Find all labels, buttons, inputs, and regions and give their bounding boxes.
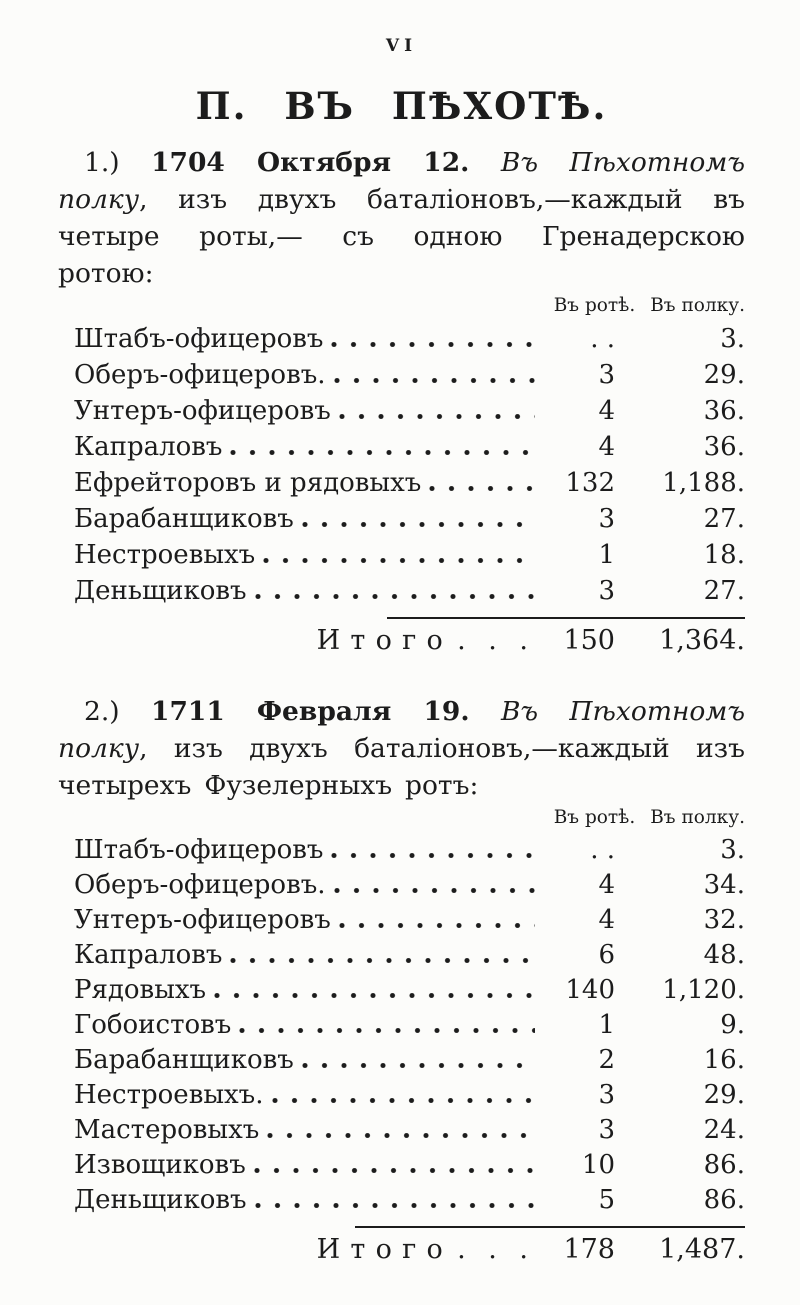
rank-label: Барабанщиковъ xyxy=(74,504,294,534)
rank-label: Капраловъ xyxy=(74,940,223,970)
per-company-value: . . xyxy=(590,324,615,354)
per-company-value: 4 xyxy=(598,905,615,935)
table-row xyxy=(58,938,745,973)
dot-leader xyxy=(267,1133,535,1138)
column-header-per-regiment: Въ полку. xyxy=(650,295,745,316)
column-header-per-company: Въ ротѣ. xyxy=(553,807,636,828)
dot-leader xyxy=(429,486,535,491)
table-column-headers xyxy=(58,295,745,316)
dot-leader xyxy=(334,378,535,383)
per-company-value: 10 xyxy=(581,1150,615,1180)
per-company-value: 6 xyxy=(598,940,615,970)
page-title: П. ВЪ ПѢХОТѢ. xyxy=(195,84,608,128)
per-regiment-value: 1,188. xyxy=(662,468,745,498)
total-dots: . . . xyxy=(457,1234,535,1265)
dot-leader xyxy=(230,958,535,963)
per-regiment-value: 18. xyxy=(703,540,745,570)
table-column-headers xyxy=(58,807,745,828)
per-regiment-value: 36. xyxy=(703,396,745,426)
entry-index: 1.) xyxy=(84,147,120,178)
per-company-value: 140 xyxy=(565,975,615,1005)
total-row xyxy=(58,1228,745,1272)
table-row xyxy=(58,573,745,609)
entry-text: , изъ двухъ баталіоновъ,—каждый въ четыре роты,— съ одною Гренадерскою ротою: xyxy=(58,184,745,289)
per-regiment-value: 27. xyxy=(703,576,745,606)
dot-leader xyxy=(302,1063,535,1068)
table-row xyxy=(58,1043,745,1078)
table-row xyxy=(58,465,745,501)
total-per-regiment: 1,487. xyxy=(659,1234,745,1265)
table-row xyxy=(58,429,745,465)
entry-index: 2.) xyxy=(84,696,120,727)
dot-leader xyxy=(255,594,535,599)
dot-leader xyxy=(239,1028,535,1033)
dot-leader xyxy=(255,1203,535,1208)
per-regiment-value: 36. xyxy=(703,432,745,462)
per-regiment-value: 3. xyxy=(720,835,745,865)
table-row xyxy=(58,903,745,938)
table-row xyxy=(58,1148,745,1183)
per-company-value: . . xyxy=(590,835,615,865)
table-row xyxy=(58,501,745,537)
dot-leader xyxy=(334,888,535,893)
per-company-value: 3 xyxy=(598,576,615,606)
per-company-value: 5 xyxy=(598,1185,615,1215)
rank-label: Барабанщиковъ xyxy=(74,1045,294,1075)
section-entry-1 xyxy=(58,144,745,663)
rank-label: Оберъ-офицеровъ. xyxy=(74,360,326,390)
entry-subject: Въ Пѣхотномъ полку xyxy=(58,147,745,215)
per-company-value: 132 xyxy=(565,468,615,498)
per-company-value: 3 xyxy=(598,504,615,534)
total-per-company: 150 xyxy=(563,625,615,656)
section-intro xyxy=(58,693,745,804)
dot-leader xyxy=(331,853,535,858)
total-row xyxy=(58,619,745,663)
per-company-value: 3 xyxy=(598,1115,615,1145)
per-regiment-value: 29. xyxy=(703,360,745,390)
dot-leader xyxy=(230,450,535,455)
rank-label: Оберъ-офицеровъ. xyxy=(74,870,326,900)
rank-label: Рядовыхъ xyxy=(74,975,207,1005)
per-regiment-value: 16. xyxy=(703,1045,745,1075)
total-per-regiment: 1,364. xyxy=(659,625,745,656)
dot-leader xyxy=(214,993,535,998)
rank-label: Унтеръ-офицеровъ xyxy=(74,905,331,935)
rank-label: Деньщиковъ xyxy=(74,576,247,606)
rank-label: Штабъ-офицеровъ xyxy=(74,324,324,354)
table-row xyxy=(58,973,745,1008)
table-row xyxy=(58,868,745,903)
entry-subject: Въ Пѣхотномъ полку xyxy=(58,696,745,764)
rank-label: Штабъ-офицеровъ xyxy=(74,835,324,865)
table-row xyxy=(58,833,745,868)
page-number: VI xyxy=(385,36,418,56)
per-company-value: 4 xyxy=(598,870,615,900)
rank-label: Нестроевыхъ. xyxy=(74,1080,264,1110)
section-intro xyxy=(58,144,745,292)
rank-label: Извощиковъ xyxy=(74,1150,246,1180)
table-row xyxy=(58,321,745,357)
per-company-value: 3 xyxy=(598,360,615,390)
table-row xyxy=(58,537,745,573)
per-company-value: 4 xyxy=(598,396,615,426)
rank-label: Нестроевыхъ xyxy=(74,540,256,570)
total-label: Итого xyxy=(316,625,454,656)
per-regiment-value: 27. xyxy=(703,504,745,534)
strength-table xyxy=(58,321,745,609)
table-row xyxy=(58,1008,745,1043)
dot-leader xyxy=(272,1098,536,1103)
dot-leader xyxy=(339,923,535,928)
per-regiment-value: 9. xyxy=(720,1010,745,1040)
per-company-value: 1 xyxy=(598,1010,615,1040)
total-dots: . . . xyxy=(457,625,535,656)
rank-label: Деньщиковъ xyxy=(74,1185,247,1215)
per-regiment-value: 86. xyxy=(703,1185,745,1215)
table-row xyxy=(58,1078,745,1113)
column-header-per-company: Въ ротѣ. xyxy=(553,295,636,316)
column-header-per-regiment: Въ полку. xyxy=(650,807,745,828)
rank-label: Унтеръ-офицеровъ xyxy=(74,396,331,426)
table-row xyxy=(58,1183,745,1218)
entry-text: , изъ двухъ баталіоновъ,—каждый изъ четырехъ Фузелерныхъ ротъ: xyxy=(58,733,745,801)
dot-leader xyxy=(263,558,535,563)
dot-leader xyxy=(254,1168,535,1173)
total-label: Итого xyxy=(316,1234,454,1265)
rank-label: Ефрейторовъ и рядовыхъ xyxy=(74,468,422,498)
per-company-value: 4 xyxy=(598,432,615,462)
entry-date: 1711 Февраля 19. xyxy=(151,696,470,727)
per-regiment-value: 34. xyxy=(703,870,745,900)
per-regiment-value: 1,120. xyxy=(662,975,745,1005)
per-company-value: 1 xyxy=(598,540,615,570)
strength-table xyxy=(58,833,745,1218)
per-regiment-value: 24. xyxy=(703,1115,745,1145)
per-regiment-value: 29. xyxy=(703,1080,745,1110)
table-row xyxy=(58,393,745,429)
rank-label: Капраловъ xyxy=(74,432,223,462)
entry-date: 1704 Октября 12. xyxy=(151,147,470,178)
per-regiment-value: 86. xyxy=(703,1150,745,1180)
per-company-value: 3 xyxy=(598,1080,615,1110)
table-row xyxy=(58,357,745,393)
section-entry-2 xyxy=(58,693,745,1272)
dot-leader xyxy=(302,522,535,527)
dot-leader xyxy=(339,414,535,419)
rank-label: Гобоистовъ xyxy=(74,1010,232,1040)
per-company-value: 2 xyxy=(598,1045,615,1075)
table-row xyxy=(58,1113,745,1148)
per-regiment-value: 48. xyxy=(703,940,745,970)
rank-label: Мастеровыхъ xyxy=(74,1115,260,1145)
total-per-company: 178 xyxy=(563,1234,615,1265)
per-regiment-value: 32. xyxy=(703,905,745,935)
dot-leader xyxy=(331,342,535,347)
per-regiment-value: 3. xyxy=(720,324,745,354)
